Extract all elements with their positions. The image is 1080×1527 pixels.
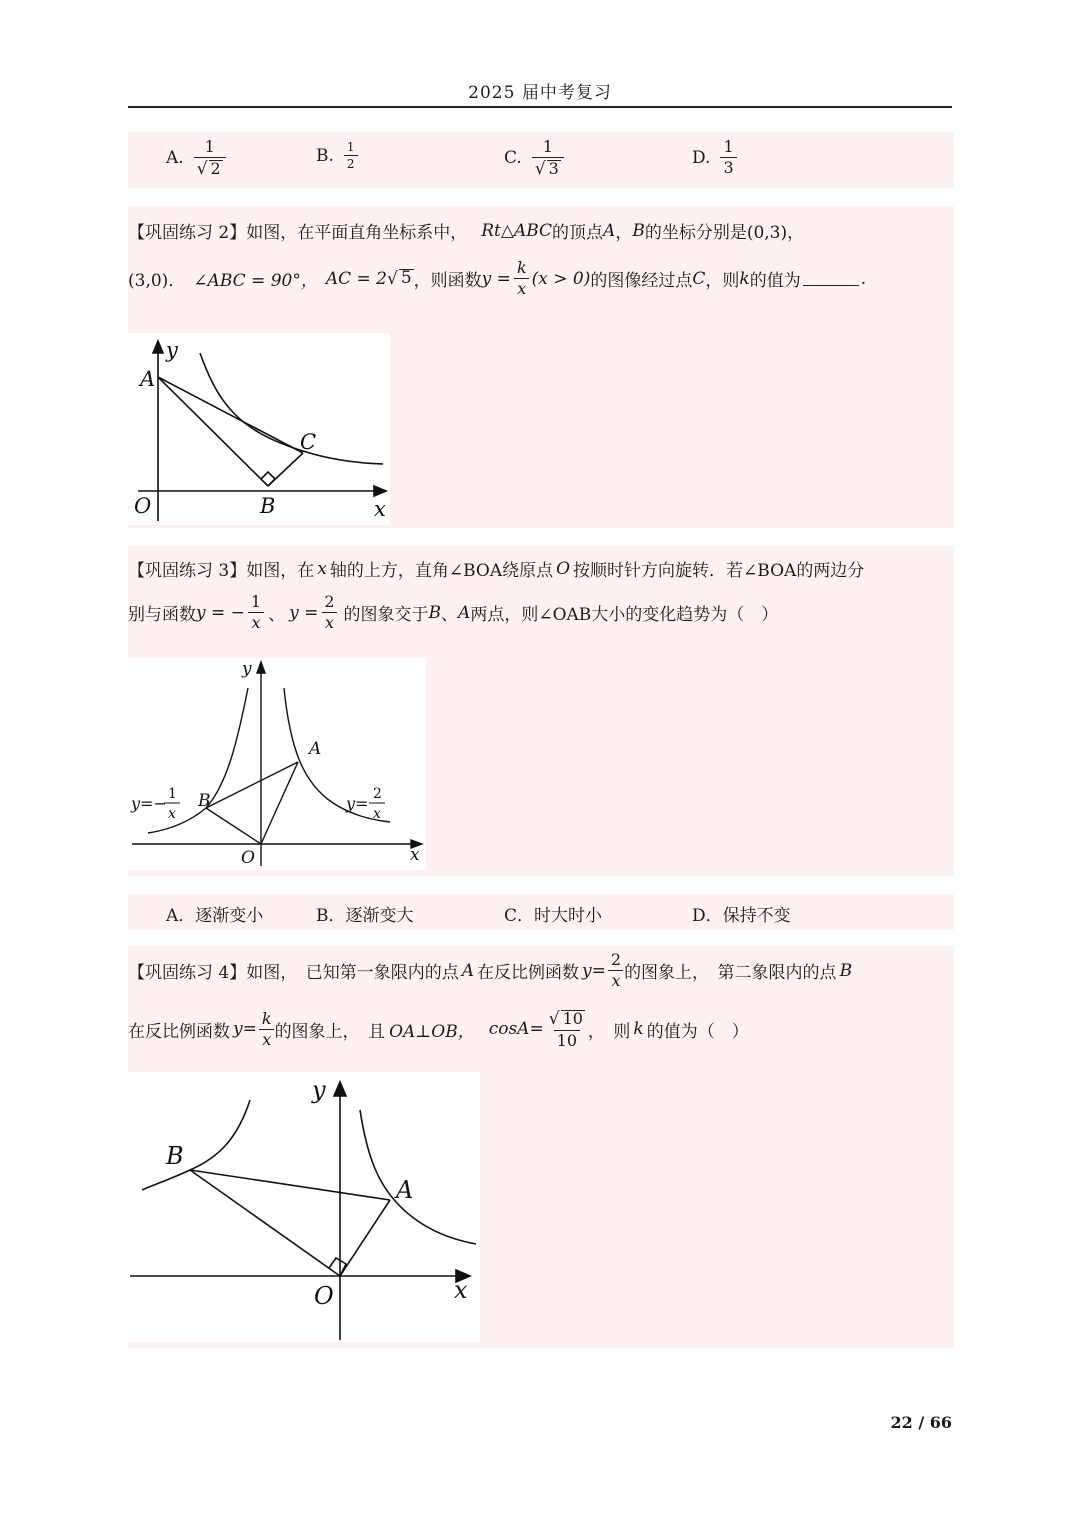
- q2-text: 的坐标分别是(0,3)，: [644, 223, 805, 243]
- q3-fig-left-num: 1: [168, 786, 177, 802]
- q3-options-block: [128, 894, 954, 930]
- q2-text: 的图像经过点: [590, 271, 693, 291]
- q3-text: 轴的上方，直角∠BOA绕原点: [329, 561, 554, 581]
- q2-line-1: [128, 218, 804, 243]
- option-b-label: B.: [316, 145, 334, 166]
- q4-fig-y: y: [312, 1076, 326, 1104]
- q2-figure: [128, 333, 390, 525]
- q1-option-d: [692, 139, 737, 176]
- q4-k: k: [633, 1019, 644, 1040]
- segment-ab: [158, 377, 268, 486]
- segment-ob: [206, 808, 261, 844]
- q4-figure: [128, 1072, 480, 1342]
- q4-f1-fraction: [608, 952, 624, 989]
- q3-f1-den: x: [248, 612, 263, 631]
- q4-perp: OA⊥OB，: [389, 1021, 475, 1042]
- q3-figure-svg: [128, 658, 426, 870]
- option-c-fraction: 1 √ 3: [532, 139, 564, 178]
- segment-ac: [158, 377, 303, 453]
- x-axis-arrow: [374, 486, 386, 496]
- q4-b: B: [839, 960, 853, 981]
- q4-cos-lhs: cosA=: [488, 1019, 544, 1040]
- q2-fig-a: A: [140, 367, 156, 391]
- q2-point-a: A: [603, 220, 616, 241]
- q3-option-b: B．逐渐变大: [316, 906, 414, 926]
- segment-oa: [340, 1200, 390, 1276]
- q2-text: ，: [615, 223, 633, 243]
- q3-fig-b: B: [198, 791, 211, 811]
- q4-text: 的图象上， 第二象限内的点: [624, 963, 837, 983]
- q4-f1-lhs: y=: [582, 960, 606, 981]
- option-a-num: 1: [204, 137, 215, 156]
- q2-domain: (x > 0): [531, 268, 591, 289]
- q2-text: 的顶点: [552, 223, 604, 243]
- q4-cos-num: 10: [562, 1009, 583, 1028]
- segment-ab: [206, 762, 298, 808]
- option-c-label: C.: [504, 148, 522, 169]
- segment-ob: [190, 1170, 340, 1276]
- q4-line-2: [128, 1010, 749, 1049]
- option-a-den: 2: [210, 159, 221, 178]
- segment-ab: [190, 1170, 390, 1200]
- y-axis-arrow: [334, 1082, 346, 1096]
- q2-fig-b: B: [260, 494, 276, 518]
- q1-option-c: [504, 139, 564, 178]
- q3-text: 、: [441, 605, 459, 625]
- q1-option-a: [166, 139, 226, 178]
- q3-f2-fraction: [321, 594, 337, 631]
- option-b-den: 2: [344, 155, 358, 170]
- q3-line-1: [128, 556, 864, 581]
- q3-fig-a: A: [309, 739, 322, 759]
- q3-text: 、: [268, 605, 286, 625]
- q3-a: A: [458, 602, 471, 623]
- q3-block: [128, 546, 954, 876]
- q3-fig-o: O: [241, 848, 255, 868]
- q4-f2-num: k: [261, 1008, 272, 1028]
- q4-f1-num: 2: [610, 950, 622, 969]
- q3-fig-right-den: x: [373, 806, 381, 822]
- option-b-num: 1: [346, 140, 355, 154]
- q1-options-block: [128, 132, 954, 188]
- q3-fig-left-den: x: [168, 806, 176, 822]
- q2-fig-o: O: [134, 494, 152, 518]
- option-d-fraction: [720, 139, 736, 176]
- option-d-den: 3: [720, 157, 736, 176]
- q4-cos-den: 10: [554, 1030, 580, 1049]
- q2-tag: 【巩固练习 2】: [128, 223, 247, 243]
- y-axis-arrow: [257, 662, 265, 673]
- option-d-label: D.: [692, 147, 711, 168]
- q3-text: 如图，在: [246, 561, 315, 581]
- q2-text: .: [860, 268, 867, 289]
- q4-text: ， 则: [587, 1021, 631, 1042]
- q4-text: 的值为（ ）: [646, 1021, 749, 1042]
- answer-blank: [803, 271, 859, 286]
- q4-f1-den: x: [608, 970, 623, 989]
- q2-text: ，则: [705, 271, 740, 291]
- q4-f2-lhs: y=: [233, 1019, 257, 1040]
- q4-text: 在反比例函数: [477, 963, 580, 983]
- q4-fig-o: O: [314, 1282, 334, 1310]
- option-c-den: 3: [548, 159, 559, 178]
- q2-k: k: [739, 268, 750, 289]
- page-number: 22 / 66: [890, 1413, 952, 1432]
- q3-fig-y: y: [242, 659, 252, 679]
- q3-figure: [128, 658, 426, 870]
- q3-text: 别与函数: [128, 605, 196, 625]
- q3-fig-right-lhs: y=: [346, 794, 369, 813]
- q3-f2-num: 2: [324, 592, 335, 611]
- option-c-num: 1: [542, 137, 553, 156]
- q2-block: [128, 206, 954, 528]
- q4-a: A: [461, 960, 475, 981]
- header-divider: [128, 106, 952, 108]
- q2-fig-c: C: [300, 430, 317, 454]
- q4-text: 在反比例函数: [128, 1021, 230, 1042]
- q2-figure-svg: [128, 333, 390, 525]
- q3-option-c: C．时大时小: [504, 906, 603, 926]
- segment-oa: [261, 762, 298, 844]
- q3-option-d: D．保持不变: [692, 906, 791, 926]
- q2-point-b: B: [632, 220, 645, 241]
- right-angle-mark: [261, 472, 275, 486]
- q4-fig-a: A: [396, 1176, 414, 1204]
- page-header: 2025 届中考复习: [468, 83, 612, 103]
- q4-text: 如图， 已知第一象限内的点: [246, 963, 459, 983]
- q4-line-1: [128, 952, 852, 989]
- q3-f1-num: 1: [250, 592, 262, 611]
- hyperbola-right: [360, 1110, 476, 1244]
- q4-f2-den: x: [259, 1029, 274, 1048]
- q4-cos-fraction: √ 10 10: [548, 1008, 583, 1050]
- q4-f2-fraction: [259, 1008, 275, 1049]
- q2-line-2: (3,0)． ∠ABC = 90°， AC = 2 √ 5 ，则函数 y = $\frac{k}{x}$ (x > 0) 的图像经过点 C ，则 k 的值为 .: [128, 258, 867, 298]
- q3-f1-fraction: [248, 594, 264, 631]
- option-d-num: 1: [723, 137, 734, 156]
- q3-b: B: [428, 602, 442, 623]
- q2-text: 如图，在平面直角坐标系中，: [246, 223, 468, 243]
- option-a-fraction: 1 √ 2: [194, 139, 226, 178]
- q2-coord-b: (3,0)．: [128, 271, 186, 291]
- q3-x: x: [317, 558, 327, 579]
- q2-point-c: C: [692, 268, 706, 289]
- q3-text: 两点，则∠OAB大小的变化趋势为（ ）: [470, 605, 779, 625]
- q2-func-num: k: [516, 258, 527, 277]
- q1-option-b: [316, 141, 358, 170]
- q3-line-2: [128, 594, 778, 631]
- q3-fig-x: x: [410, 845, 420, 865]
- q4-tag: 【巩固练习 4】: [128, 963, 247, 983]
- q4-figure-svg: [128, 1072, 480, 1342]
- q3-f1-lhs: y = −: [196, 602, 245, 623]
- q2-ac: AC = 2: [325, 268, 387, 289]
- q4-block: [128, 946, 954, 1348]
- q2-fig-x: x: [374, 497, 386, 521]
- q3-text: 按顺时针方向旋转．若∠BOA的两边分: [573, 561, 865, 581]
- q2-func-den: x: [514, 278, 529, 297]
- option-a-label: A.: [166, 148, 184, 169]
- q4-text: 的图象上， 且: [274, 1021, 386, 1042]
- q3-f2-den: x: [322, 612, 337, 631]
- q2-ac-sqrt: 5: [400, 268, 412, 289]
- q3-f2-lhs: y =: [289, 602, 319, 623]
- q3-o: O: [556, 558, 571, 579]
- q3-tag: 【巩固练习 3】: [128, 561, 247, 581]
- q4-fig-x: x: [454, 1276, 468, 1304]
- q2-fig-y: y: [166, 338, 178, 362]
- y-axis-arrow: [153, 341, 163, 353]
- q3-text: 的图象交于: [343, 605, 429, 625]
- q3-option-a: A．逐渐变小: [166, 906, 264, 926]
- option-b-fraction: [344, 141, 358, 170]
- q2-triangle: Rt△ABC: [481, 220, 553, 241]
- q2-text: ，则函数: [413, 271, 482, 291]
- q2-func-fraction: [514, 260, 530, 297]
- q2-text: 的值为: [749, 271, 801, 291]
- q2-func-lhs: y =: [481, 268, 511, 289]
- q3-fig-left-lhs: y=−: [131, 794, 167, 813]
- q3-fig-right-num: 2: [373, 786, 382, 802]
- q4-fig-b: B: [166, 1142, 184, 1170]
- q2-angle: ∠ABC = 90°，: [193, 271, 318, 291]
